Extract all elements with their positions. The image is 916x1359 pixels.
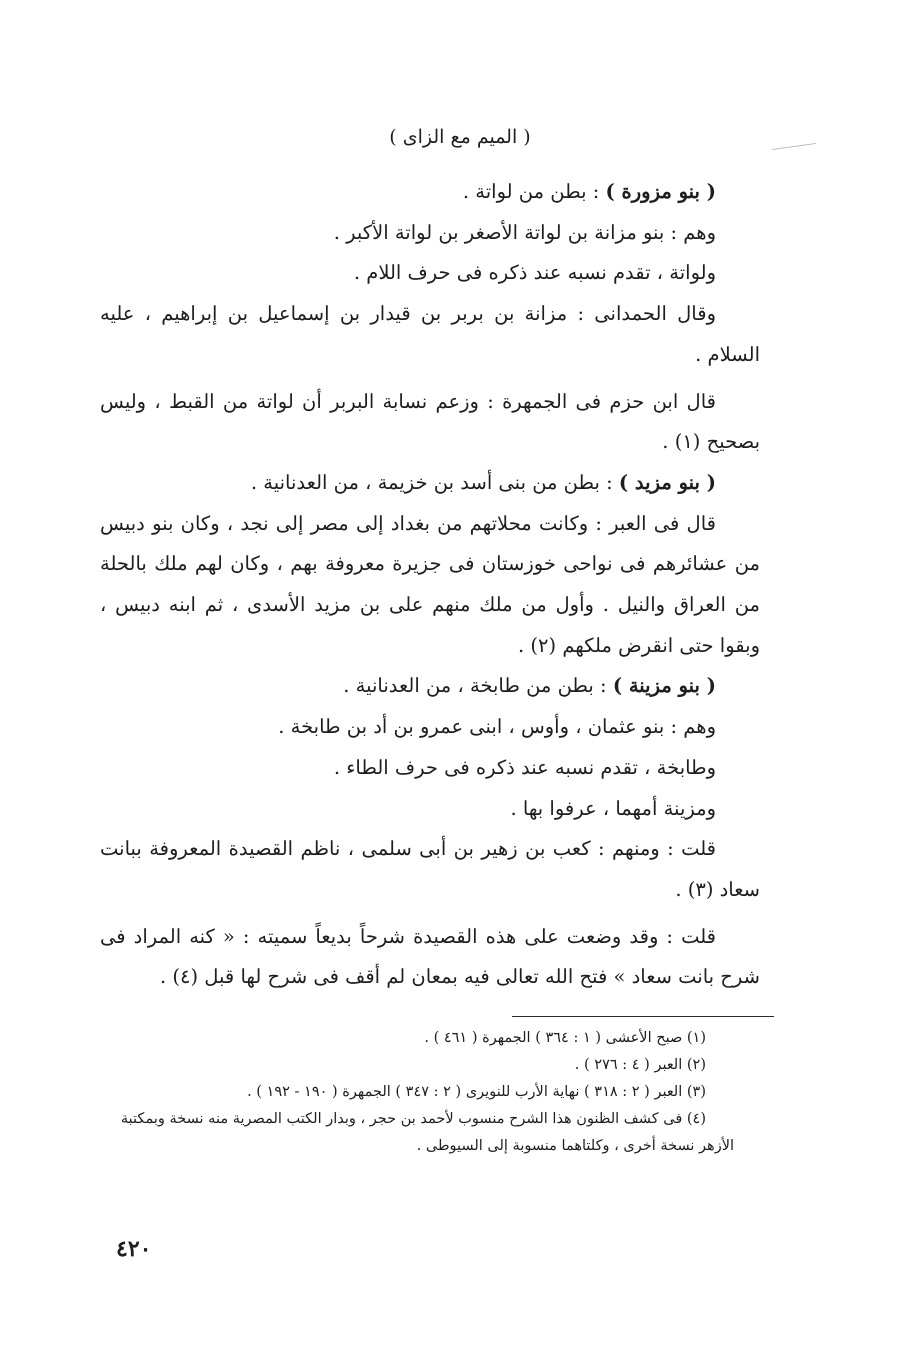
paragraph (100, 748, 760, 789)
paragraph-text: قلت : ومنهم : كعب بن زهير بن أبى سلمى ، ناظم القصيدة المعروفة ببانت سعاد (٣) . (100, 837, 760, 901)
page-number: ٤٢٠ (116, 1236, 152, 1262)
footnotes (112, 1025, 734, 1160)
paragraph-text: وقال الحمدانى : مزانة بن بربر بن قيدار بن إسماعيل بن إبراهيم ، عليه السلام . (100, 302, 760, 366)
paragraph-text: قال فى العبر : وكانت محلاتهم من بغداد إلى مصر إلى نجد ، وكان بنو دبيس من عشائرهم فى نواحى خوزستان فى جزيرة معروفة بهم ، وكان لهم ملك بالحلة من العراق والنيل . وأول من ملك منهم على بن مزيد الأسدى ، ثم ابنه دبيس ، وبقوا حتى انقرض ملكهم (٢) . (100, 511, 760, 657)
entry-heading: ( بنو مزيد ) (618, 470, 716, 494)
paragraph (100, 707, 760, 748)
paragraph-text: وطابخة ، تقدم نسبه عند ذكره فى حرف الطاء . (333, 755, 716, 779)
paragraph (100, 172, 760, 213)
paragraph-text: : بطن من بنى أسد بن خزيمة ، من العدنانية . (250, 470, 619, 494)
footnote-divider (512, 1016, 774, 1017)
paragraph-text: ومزينة أمهما ، عرفوا بها . (510, 796, 716, 820)
footnote: (٣) العبر ( ٢ : ٣١٨ ) نهاية الأرب للنويرى ( ٢ : ٣٤٧ ) الجمهرة ( ١٩٠ - ١٩٢ ) . (247, 1084, 706, 1100)
main-text (100, 172, 760, 998)
entry-heading: ( بنو مزينة ) (612, 674, 716, 698)
paragraph-text: : بطن من لواتة . (462, 180, 606, 203)
paragraph (100, 294, 760, 375)
footnote: (١) صبح الأعشى ( ١ : ٣٦٤ ) الجمهرة ( ٤٦١ ) . (424, 1030, 706, 1046)
paragraph-text: : بطن من طابخة ، من العدنانية . (343, 674, 613, 698)
footnote: (٤) فى كشف الظنون هذا الشرح منسوب لأحمد بن حجر ، وبدار الكتب المصرية منه نسخة وبمكتبة الأزهر نسخة أخرى ، وكلتاهما منسوبة إلى السيوطى . (120, 1111, 734, 1154)
section-header: ( الميم مع الزاى ) (389, 126, 531, 148)
paragraph (100, 253, 760, 294)
footnote: (٢) العبر ( ٤ : ٢٧٦ ) . (574, 1057, 706, 1073)
paragraph-text: ولواتة ، تقدم نسبه عند ذكره فى حرف اللام . (353, 261, 716, 285)
paragraph (100, 829, 760, 910)
paragraph (100, 463, 760, 504)
paragraph (100, 382, 760, 463)
paragraph (100, 666, 760, 707)
paragraph-text: قال ابن حزم فى الجمهرة : وزعم نسابة البربر أن لواتة من القبط ، وليس بصحيح (١) . (100, 389, 760, 454)
paragraph-text: وهم : بنو عثمان ، وأوس ، ابنى عمرو بن أد بن طابخة . (278, 715, 716, 739)
paragraph (100, 504, 760, 667)
paragraph (100, 789, 760, 830)
paragraph (100, 213, 760, 254)
paragraph (100, 917, 760, 998)
paragraph-text: قلت : وقد وضعت على هذه القصيدة شرحاً بديعاً سميته : « كنه المراد فى شرح بانت سعاد » فتح الله تعالى فيه بمعان لم أقف فى شرح لها قبل (٤) . (100, 924, 760, 989)
paragraph-text: وهم : بنو مزانة بن لواتة الأصغر بن لواتة الأكبر . (333, 220, 716, 244)
entry-heading: ( بنو مزورة ) (605, 180, 716, 203)
